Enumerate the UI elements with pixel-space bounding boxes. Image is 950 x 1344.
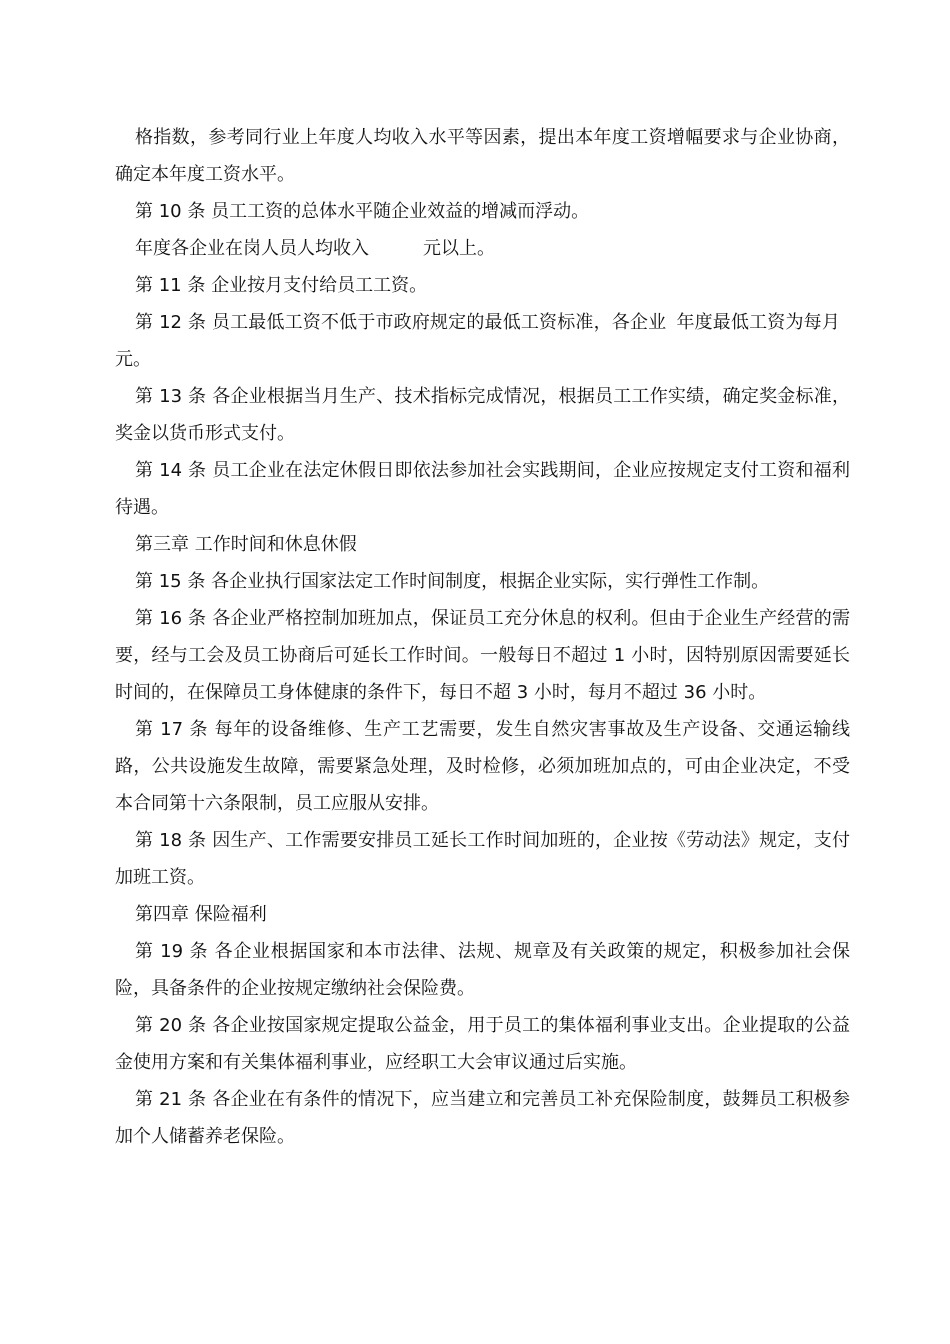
average-income-unit: 元以上。 [423,238,495,259]
chapter-3-heading: 第三章 工作时间和休息休假 [135,534,357,555]
article-10: 第 10 条 员工工资的总体水平随企业效益的增减而浮动。 [135,201,590,222]
article-19: 第 19 条 各企业根据国家和本市法律、法规、规章及有关政策的规定，积极参加社会保险，具备条件的企业按规定缴纳社会保险费。 [115,941,850,999]
document-body [115,119,850,1155]
article-14: 第 14 条 员工企业在法定休假日即依法参加社会实践期间，企业应按规定支付工资和福利待遇。 [115,460,850,518]
article-16: 第 16 条 各企业严格控制加班加点，保证员工充分休息的权利。但由于企业生产经营的需要，经与工会及员工协商后可延长工作时间。一般每日不超过 1 小时，因特别原因需要延长时间的，在保障员工身体健康的条件下，每日不超 3 小时，每月不超过 36 小时。 [115,608,850,703]
article-12-part3: 元。 [115,349,151,370]
article-13: 第 13 条 各企业根据当月生产、技术指标完成情况，根据员工工作实绩，确定奖金标准，奖金以货币形式支付。 [115,386,850,444]
article-18: 第 18 条 因生产、工作需要安排员工延长工作时间加班的，企业按《劳动法》规定，支付加班工资。 [115,830,850,888]
article-12-part2: 年度最低工资为每月 [676,312,840,333]
article-21: 第 21 条 各企业在有条件的情况下，应当建立和完善员工补充保险制度，鼓舞员工积极参加个人储蓄养老保险。 [115,1089,850,1147]
article-20: 第 20 条 各企业按国家规定提取公益金，用于员工的集体福利事业支出。企业提取的公益金使用方案和有关集体福利事业，应经职工大会审议通过后实施。 [115,1015,850,1073]
article-12-part1: 第 12 条 员工最低工资不低于市政府规定的最低工资标准，各企业 [135,312,667,333]
chapter-4-heading: 第四章 保险福利 [135,904,267,925]
article-17: 第 17 条 每年的设备维修、生产工艺需要，发生自然灾害事故及生产设备、交通运输线路，公共设施发生故障，需要紧急处理，及时检修，必须加班加点的，可由企业决定，不受本合同第十六条限制，员工应服从安排。 [115,719,850,814]
average-income-label: 年度各企业在岗人员人均收入 [135,238,369,259]
paragraph-average-income [115,230,850,267]
article-12 [115,304,850,378]
article-15: 第 15 条 各企业执行国家法定工作时间制度，根据企业实际，实行弹性工作制。 [135,571,770,592]
article-11: 第 11 条 企业按月支付给员工工资。 [135,275,428,296]
paragraph-wage-index: 格指数，参考同行业上年度人均收入水平等因素，提出本年度工资增幅要求与企业协商，确定本年度工资水平。 [115,127,850,185]
